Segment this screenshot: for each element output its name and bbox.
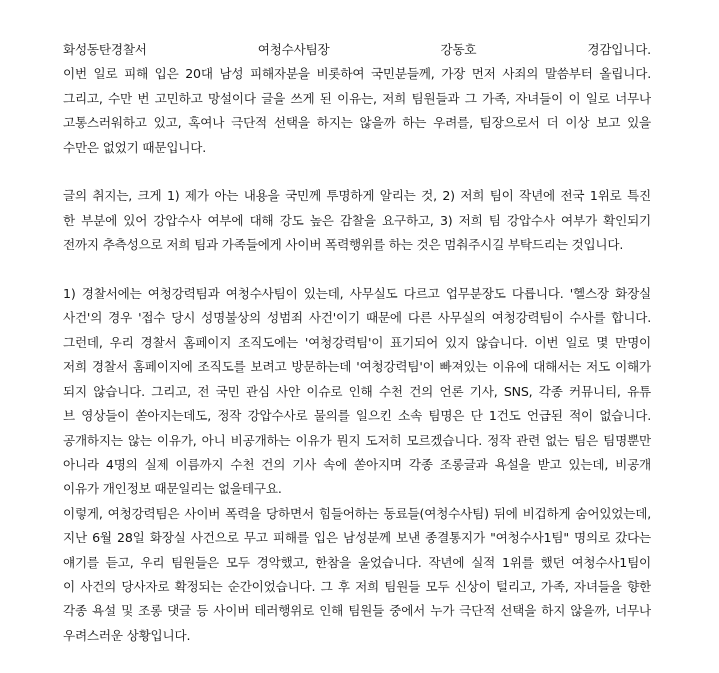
text-line: 그리고, 수만 번 고민하고 망설이다 글을 쓰게 된 이유는, 저희 팀원들과 그 가족, 자녀들이 이 일로 너무나 [63, 90, 651, 106]
text-line: 이번 일로 피해 입은 20대 남성 피해자분을 비롯하여 국민분들께, 가장 먼저 사죄의 말씀부터 올립니다. [63, 66, 651, 82]
text-line: 이렇게, 여청강력팀은 사이버 폭력을 당하면서 힘들어하는 동료들(여청수사팀) 뒤에 비겁하게 숨어있었는데, [63, 505, 651, 521]
paragraph-spacer [63, 258, 651, 282]
text-line: 아니라 4명의 실제 이름까지 수천 건의 기사 속에 쏟아지며 각종 조롱글과 욕설을 받고 있는데, 비공개 [63, 456, 651, 472]
text-line: 브 영상들이 쏟아지는데도, 정작 강압수사로 물의를 일으킨 소속 팀명은 단 1건도 언급된 적이 없습니다. [63, 408, 651, 424]
paragraph-purpose [63, 184, 651, 257]
text-line: 이 사건의 당사자로 확정되는 순간이었습니다. 그 후 저희 팀원들 모두 신상이 털리고, 가족, 자녀들을 향한 [63, 578, 651, 594]
text-line: 사건'의 경우 '접수 당시 성명불상의 성범죄 사건'이기 때문에 다른 사무실의 여청강력팀이 수사를 합니다. [63, 310, 651, 326]
paragraph-introduction [63, 38, 651, 160]
text-line: 전까지 추측성으로 저희 팀과 가족들에게 사이버 폭력행위를 하는 것은 멈춰주시길 부탁드리는 것입니다. [63, 237, 624, 253]
text-line: 얘기를 듣고, 우리 팀원들은 모두 경악했고, 한참을 울었습니다. 작년에 실적 1위를 했던 여청수사1팀이 [63, 554, 651, 570]
text-line: 각종 욕설 및 조롱 댓글 등 사이버 테러행위로 인해 팀원들 중에서 누가 극단적 선택을 하지 않을까, 너무나 [63, 603, 651, 619]
text-line: 화성동탄경찰서 여청수사팀장 강동호 경감입니다. [63, 42, 651, 57]
text-line: 되지 않습니다. 그리고, 전 국민 관심 사안 이슈로 인해 수천 건의 언론 기사, SNS, 각종 커뮤니티, 유튜 [63, 383, 651, 399]
text-line: 저희 경찰서 홈페이지에 조직도를 보려고 방문하는데 '여청강력팀'이 빠져있는 이유에 대해서는 저도 이해가 [63, 359, 651, 375]
text-line: 수만은 없었기 때문입니다. [63, 139, 207, 155]
text-line: 글의 취지는, 크게 1) 제가 아는 내용을 국민께 투명하게 알리는 것, 2) 저희 팀이 작년에 전국 1위로 특진 [63, 188, 651, 204]
paragraph-point-one [63, 282, 651, 648]
text-line: 지난 6월 28일 화장실 사건으로 무고 피해를 입은 남성분께 보낸 종결통지가 "여청수사1팀" 명의로 갔다는 [63, 530, 651, 546]
text-line: 이유가 개인정보 때문일리는 없을테구요. [63, 481, 282, 497]
text-line: 공개하지는 않는 이유가, 아니 비공개하는 이유가 뭔지 도저히 모르겠습니다. 정작 관련 없는 팀은 팀명뿐만 [63, 432, 651, 448]
text-line: 우려스러운 상황입니다. [63, 627, 191, 643]
text-line: 한 부분에 있어 강압수사 여부에 대해 강도 높은 감찰을 요구하고, 3) 저희 팀 강압수사 여부가 확인되기 [63, 212, 651, 228]
paragraph-spacer [63, 160, 651, 184]
text-line: 1) 경찰서에는 여청강력팀과 여청수사팀이 있는데, 사무실도 다르고 업무분장도 다릅니다. '헬스장 화장실 [63, 286, 651, 302]
text-line: 고통스러워하고 있고, 혹여나 극단적 선택을 하지는 않을까 하는 우려를, 팀장으로서 더 이상 보고 있을 [63, 115, 651, 131]
document-body [63, 38, 651, 648]
text-line: 그런데, 우리 경찰서 홈페이지 조직도에는 '여청강력팀'이 표기되어 있지 않습니다. 이번 일로 몇 만명이 [63, 334, 651, 350]
